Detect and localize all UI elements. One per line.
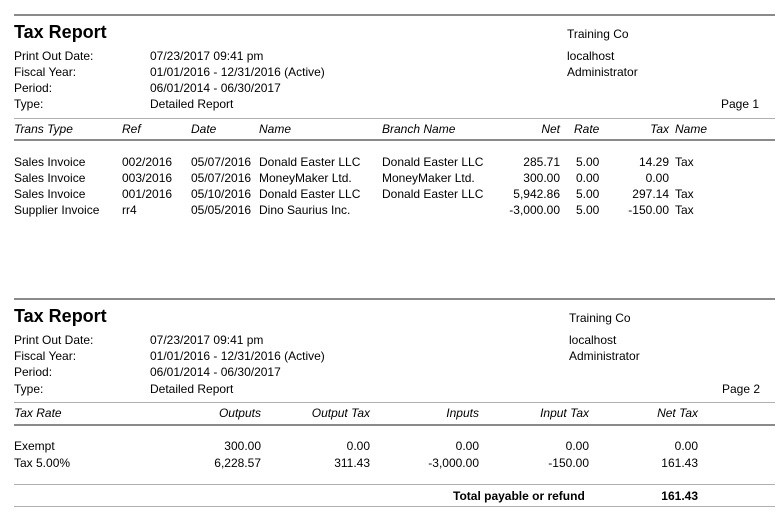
cell-trans-type: Sales Invoice: [14, 155, 86, 169]
cell-name: Dino Saurius Inc.: [259, 203, 351, 217]
cell-input-tax: -150.00: [548, 456, 589, 470]
cell-rate: 5.00: [576, 203, 600, 217]
page1-fiscal-year-value: 01/01/2016 - 12/31/2016 (Active): [150, 65, 325, 79]
page1-type-value: Detailed Report: [150, 97, 234, 111]
cell-trans-type: Supplier Invoice: [14, 203, 100, 217]
page2-type-value: Detailed Report: [150, 382, 234, 396]
page1-type-label: Type:: [14, 97, 44, 111]
page1-print-date-label: Print Out Date:: [14, 49, 94, 63]
cell-name: Donald Easter LLC: [259, 155, 361, 169]
cell-outputs: 300.00: [224, 439, 261, 453]
col-outputs: Outputs: [218, 406, 261, 420]
page2-header-rule: [14, 402, 775, 403]
col-rate: Rate: [574, 122, 600, 136]
cell-output-tax: 311.43: [334, 456, 370, 470]
cell-name: MoneyMaker Ltd.: [259, 171, 352, 185]
cell-date: 05/05/2016: [191, 203, 252, 217]
page2-type-label: Type:: [14, 382, 44, 396]
cell-tax: 297.14: [632, 187, 669, 201]
cell-rate: 5.00: [576, 187, 600, 201]
page1-columns-rule: [14, 139, 775, 141]
page2-columns-rule: [14, 424, 775, 426]
page2-fiscal-year-value: 01/01/2016 - 12/31/2016 (Active): [150, 349, 325, 363]
page2-title: Tax Report: [14, 306, 107, 326]
cell-tax: 14.29: [638, 155, 669, 169]
cell-outputs: 6,228.57: [214, 456, 261, 470]
total-bottom-rule: [14, 506, 775, 507]
col-inputs: Inputs: [446, 406, 479, 420]
col-ref: Ref: [122, 122, 141, 136]
page2-company: Training Co: [569, 311, 631, 325]
page1-page-number: Page 1: [721, 97, 760, 111]
cell-trans-type: Sales Invoice: [14, 171, 86, 185]
cell-tax: -150.00: [628, 203, 669, 217]
col-tax-name: Name: [675, 122, 708, 136]
page2-period-label: Period:: [14, 365, 53, 379]
cell-net-tax: 161.43: [661, 456, 698, 470]
cell-ref: rr4: [122, 203, 137, 217]
cell-tax-rate: Exempt: [14, 439, 55, 453]
col-trans-type: Trans Type: [14, 122, 73, 136]
cell-inputs: -3,000.00: [428, 456, 479, 470]
page1-top-rule: [14, 14, 775, 16]
page1-host: localhost: [567, 49, 615, 63]
col-net-tax: Net Tax: [657, 406, 698, 420]
cell-tax-rate: Tax 5.00%: [14, 456, 71, 470]
cell-branch-name: MoneyMaker Ltd.: [382, 171, 475, 185]
cell-tax-name: Tax: [675, 187, 694, 201]
cell-net: -3,000.00: [509, 203, 560, 217]
total-top-rule: [14, 484, 775, 485]
cell-name: Donald Easter LLC: [259, 187, 361, 201]
cell-date: 05/07/2016: [191, 155, 252, 169]
cell-date: 05/10/2016: [191, 187, 252, 201]
cell-ref: 003/2016: [122, 171, 173, 185]
page2-user: Administrator: [569, 349, 640, 363]
page1-header-rule: [14, 118, 775, 119]
page2-fiscal-year-label: Fiscal Year:: [14, 349, 77, 363]
cell-tax-name: Tax: [675, 203, 694, 217]
cell-trans-type: Sales Invoice: [14, 187, 86, 201]
cell-output-tax: 0.00: [346, 439, 370, 453]
page2-top-rule: [14, 298, 775, 300]
cell-net: 5,942.86: [513, 187, 560, 201]
col-name: Name: [259, 122, 292, 136]
page2-host: localhost: [569, 333, 617, 347]
cell-net: 285.71: [523, 155, 560, 169]
cell-rate: 0.00: [576, 171, 600, 185]
cell-input-tax: 0.00: [565, 439, 589, 453]
cell-tax-name: Tax: [675, 155, 694, 169]
page2-print-date-label: Print Out Date:: [14, 333, 94, 347]
col-input-tax: Input Tax: [540, 406, 589, 420]
total-value: 161.43: [661, 489, 698, 503]
page1-user: Administrator: [567, 65, 638, 79]
page1-period-value: 06/01/2014 - 06/30/2017: [150, 81, 281, 95]
page1-fiscal-year-label: Fiscal Year:: [14, 65, 77, 79]
col-output-tax: Output Tax: [311, 406, 370, 420]
page2-page-number: Page 2: [722, 382, 761, 396]
page1-period-label: Period:: [14, 81, 53, 95]
cell-branch-name: Donald Easter LLC: [382, 187, 484, 201]
page1-print-date-value: 07/23/2017 09:41 pm: [150, 49, 264, 63]
cell-inputs: 0.00: [455, 439, 479, 453]
cell-tax: 0.00: [645, 171, 669, 185]
col-net: Net: [541, 122, 560, 136]
cell-date: 05/07/2016: [191, 171, 252, 185]
col-date: Date: [191, 122, 217, 136]
col-tax-rate: Tax Rate: [14, 406, 62, 420]
col-tax: Tax: [650, 122, 669, 136]
cell-ref: 001/2016: [122, 187, 173, 201]
cell-branch-name: Donald Easter LLC: [382, 155, 484, 169]
page2-period-value: 06/01/2014 - 06/30/2017: [150, 365, 281, 379]
cell-rate: 5.00: [576, 155, 600, 169]
page1-title: Tax Report: [14, 22, 107, 42]
page1-company: Training Co: [567, 27, 629, 41]
cell-net: 300.00: [523, 171, 560, 185]
col-branch-name: Branch Name: [382, 122, 456, 136]
cell-net-tax: 0.00: [674, 439, 698, 453]
cell-ref: 002/2016: [122, 155, 173, 169]
page2-print-date-value: 07/23/2017 09:41 pm: [150, 333, 264, 347]
total-label: Total payable or refund: [453, 489, 585, 503]
